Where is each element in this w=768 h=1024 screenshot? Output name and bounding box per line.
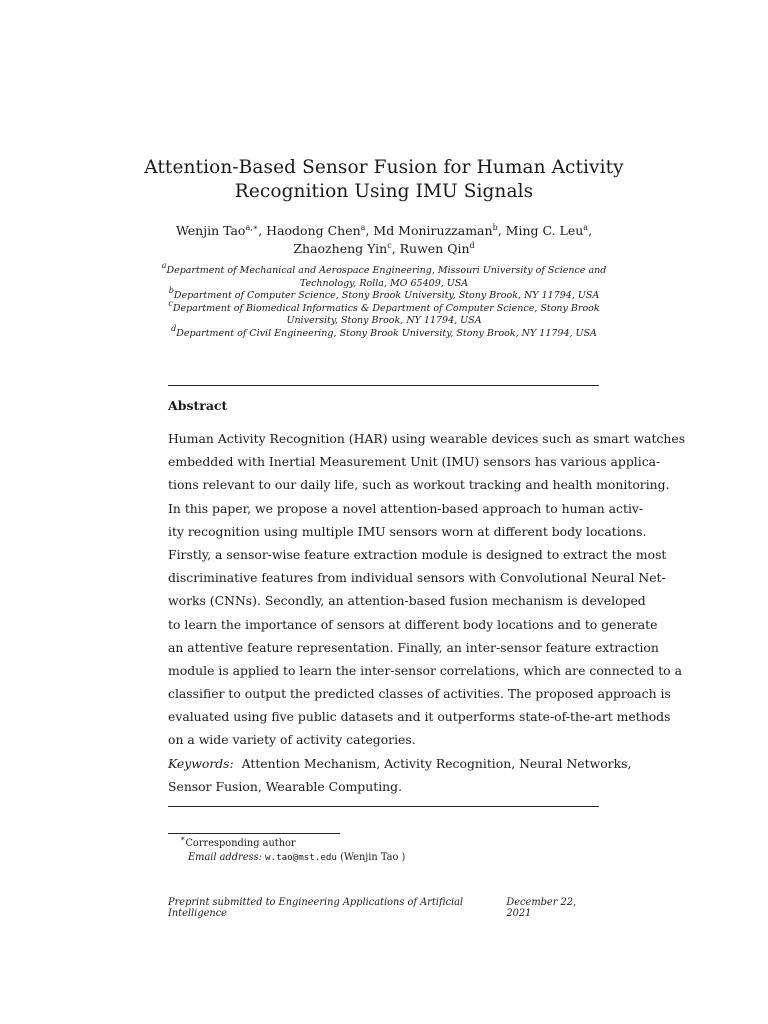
author-name: Zhaozheng Yin: [293, 241, 388, 256]
preprint-footer: [168, 897, 599, 919]
affiliation-line: $^c$Department of Biomedical Informatics & Department of Computer Science, Stony Brook: [168, 298, 600, 314]
affiliation-line: University, Stony Brook, NY 11794, USA: [286, 315, 482, 327]
affiliation-line: Technology, Rolla, MO 65409, USA: [299, 277, 469, 289]
affiliation-mark: a: [161, 261, 167, 270]
email-link[interactable]: w.tao@mst.edu: [265, 851, 337, 863]
footnote-corresponding: ∗Corresponding author: [180, 834, 296, 849]
title-line: Attention-Based Sensor Fusion for Human Activity: [144, 157, 624, 178]
author-affil-mark: a: [360, 223, 366, 232]
keywords-line: Sensor Fusion, Wearable Computing.: [168, 778, 403, 794]
abstract-line: an attentive feature representation. Finally, an inter-sensor feature extraction: [168, 639, 659, 655]
author-line: Zhaozheng Yin$^c$, Ruwen Qin$^d$: [293, 241, 475, 256]
affiliation: [160, 286, 608, 303]
keywords-label: Keywords:: [168, 755, 234, 771]
footnote-rule: [168, 833, 340, 834]
abstract-line: to learn the importance of sensors at different body locations and to generate: [168, 616, 658, 632]
affiliation-mark: c: [168, 298, 173, 308]
author-list: [120, 222, 648, 258]
author-name: Wenjin Tao: [175, 223, 246, 238]
preprint-date: December 22, 2021: [506, 897, 577, 919]
author-name: Ruwen Qin: [399, 241, 470, 256]
paper-title: [120, 156, 648, 204]
abstract-heading: Abstract: [168, 398, 228, 413]
abstract-line: works (CNNs). Secondly, an attention-based fusion mechanism is developed: [168, 593, 646, 609]
affiliation-mark: d: [171, 323, 177, 333]
footnote: [168, 834, 406, 864]
keywords-text: Attention Mechanism, Activity Recognition, Neural Networks,: [241, 755, 632, 771]
abstract-line: embedded with Inertial Measurement Unit (IMU) sensors has various applica-: [168, 454, 661, 470]
author-affil-mark: a,∗: [245, 223, 259, 232]
keywords-line: [168, 752, 632, 775]
footnote-email: [168, 851, 405, 865]
title-line: Recognition Using IMU Signals: [234, 181, 534, 202]
author-name: Md Moniruzzaman: [373, 223, 493, 238]
affiliation-mark: b: [168, 286, 174, 296]
author-name: Ming C. Leu: [505, 223, 584, 238]
author-affil-mark: c: [387, 241, 392, 250]
abstract-line: discriminative features from individual sensors with Convolutional Neural Net-: [168, 570, 666, 586]
abstract-line: Firstly, a sensor-wise feature extraction module is designed to extract the most: [168, 546, 667, 562]
abstract-line: classifier to output the predicted classes of activities. The proposed approach is: [168, 686, 671, 702]
affiliation: [160, 298, 608, 328]
email-label: Email address:: [188, 851, 262, 863]
affiliation: [160, 323, 608, 341]
abstract-bottom-rule: [168, 806, 599, 807]
preprint-venue: Preprint submitted to Engineering Applications of Artificial Intelligence: [168, 897, 464, 919]
affiliation-line: $^b$Department of Computer Science, Stony Brook University, Stony Brook, NY 11794, USA: [168, 286, 600, 302]
affiliation-line: $^a$Department of Mechanical and Aerospace Engineering, Missouri University of Science and: [161, 261, 607, 276]
author-affil-mark: d: [469, 241, 475, 250]
abstract-line: on a wide variety of activity categories.: [168, 732, 416, 748]
affiliation-list: [160, 261, 608, 341]
author-name: Haodong Chen: [266, 223, 361, 238]
abstract-body: [168, 427, 686, 798]
affiliation-line: $^d$Department of Civil Engineering, Stony Brook University, Stony Brook, NY 11794, USA: [171, 323, 597, 339]
footnote-mark: ∗: [180, 834, 186, 843]
affiliation: [160, 261, 608, 290]
abstract-line: tions relevant to our daily life, such as workout tracking and health monitoring.: [168, 477, 670, 493]
abstract-line: evaluated using five public datasets and it outperforms state-of-the-art methods: [168, 709, 671, 725]
abstract-line: Human Activity Recognition (HAR) using wearable devices such as smart watches: [168, 431, 686, 446]
abstract-line: In this paper, we propose a novel attention-based approach to human activ-: [168, 500, 644, 516]
author-affil-mark: b: [492, 223, 498, 232]
abstract-line: module is applied to learn the inter-sensor correlations, which are connected to a: [168, 662, 682, 678]
abstract-line: ity recognition using multiple IMU sensors worn at different body locations.: [168, 523, 647, 539]
email-name: (Wenjin Tao ): [340, 851, 406, 863]
author-affil-mark: a: [583, 223, 589, 232]
author-line: Wenjin Tao$^{a,∗}$, Haodong Chen$^a$, Md Moniruzzaman$^b$, Ming C. Leu$^a$,: [175, 223, 593, 238]
abstract-top-rule: [168, 385, 599, 386]
